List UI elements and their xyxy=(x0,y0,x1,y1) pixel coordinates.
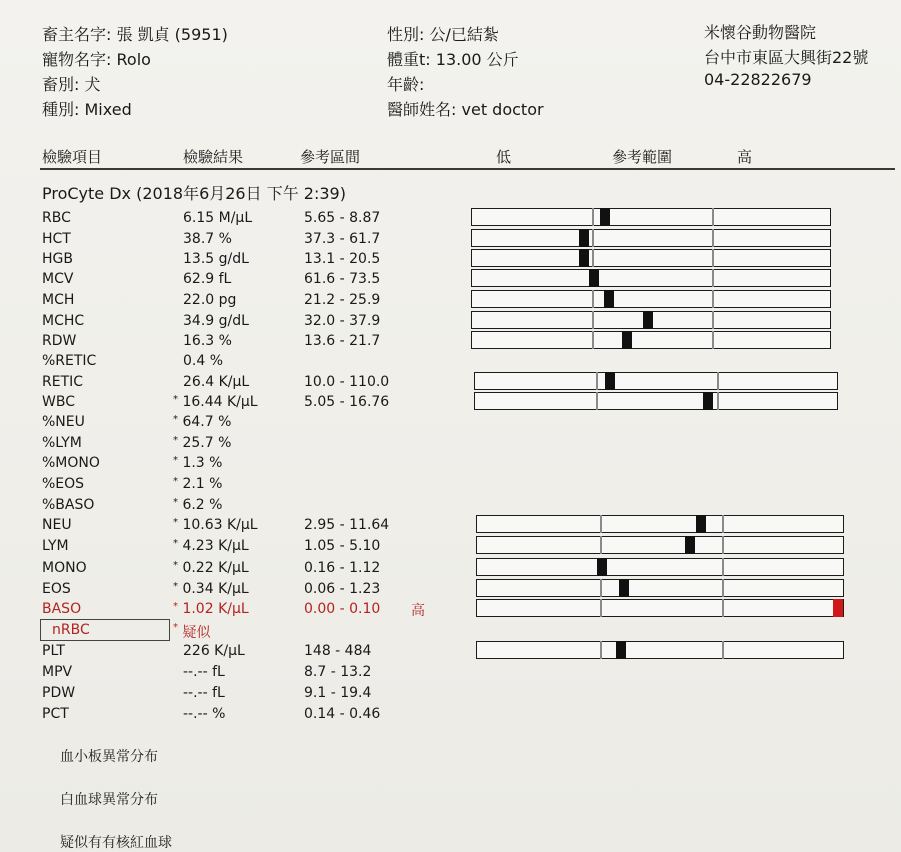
row-name: PCT xyxy=(42,706,69,722)
row-name: %LYM xyxy=(42,435,82,451)
result-value: --.-- fL xyxy=(183,685,225,701)
result-marker xyxy=(833,599,843,617)
doctor-label: 醫師姓名: xyxy=(387,100,457,119)
row-result xyxy=(173,394,258,410)
row-range: 13.1 - 20.5 xyxy=(304,251,381,267)
row-result xyxy=(173,538,249,554)
result-value: 13.5 g/dL xyxy=(183,251,249,267)
result-value: 0.34 K/µL xyxy=(182,581,249,597)
high-limit-tick xyxy=(722,558,724,576)
reference-bar xyxy=(476,558,844,576)
row-name: MCHC xyxy=(42,313,85,329)
result-value: 6.2 % xyxy=(182,497,223,513)
reference-bar xyxy=(474,372,838,390)
row-name: %EOS xyxy=(42,476,85,492)
row-name: RETIC xyxy=(42,374,84,390)
species-line xyxy=(42,72,101,95)
header-rule xyxy=(40,168,895,170)
low-limit-tick xyxy=(600,536,602,554)
row-result xyxy=(183,333,232,349)
result-value: 4.23 K/µL xyxy=(182,538,249,554)
owner-label: 畜主名字: xyxy=(42,25,112,44)
abnormal-flag: * xyxy=(173,517,178,528)
reference-bar xyxy=(471,331,831,349)
reference-bar xyxy=(476,515,844,533)
row-range: 0.06 - 1.23 xyxy=(304,581,381,597)
row-result xyxy=(183,292,236,308)
result-marker xyxy=(579,229,589,247)
abnormal-flag: * xyxy=(173,622,178,633)
row-range: 32.0 - 37.9 xyxy=(304,313,381,329)
result-value: 64.7 % xyxy=(182,414,232,430)
row-result xyxy=(183,664,225,680)
abnormal-flag: * xyxy=(173,394,178,405)
result-value: 16.44 K/µL xyxy=(182,394,258,410)
reference-bar xyxy=(471,311,831,329)
high-limit-tick xyxy=(712,311,714,329)
high-limit-tick xyxy=(712,208,714,226)
note-wbc: 白血球異常分布 xyxy=(60,792,158,808)
row-name: %RETIC xyxy=(42,353,97,369)
low-limit-tick xyxy=(600,599,602,617)
col-result: 檢驗結果 xyxy=(183,148,244,166)
owner-value: 張 凱貞 (5951) xyxy=(116,25,228,44)
analyzer-title: ProCyte Dx (2018年6月26日 下午 2:39) xyxy=(42,184,346,203)
result-marker xyxy=(604,290,614,308)
reference-bar xyxy=(476,579,844,597)
clinic-name: 米懷谷動物醫院 xyxy=(704,23,817,42)
result-value: 62.9 fL xyxy=(183,271,232,287)
low-limit-tick xyxy=(592,290,594,308)
age-label: 年齡: xyxy=(387,75,425,94)
pet-value: Rolo xyxy=(116,50,151,69)
result-value: 2.1 % xyxy=(182,476,223,492)
pet-label: 寵物名字: xyxy=(42,50,112,69)
row-range: 9.1 - 19.4 xyxy=(304,685,372,701)
row-result xyxy=(183,313,249,329)
result-marker xyxy=(622,331,632,349)
clinic-phone: 04-22822679 xyxy=(704,70,812,89)
row-name: EOS xyxy=(42,581,71,597)
age-line xyxy=(387,72,424,95)
row-name: %NEU xyxy=(42,414,85,430)
abnormal-flag: * xyxy=(173,435,178,446)
row-range: 10.0 - 110.0 xyxy=(304,374,390,390)
result-marker xyxy=(589,269,599,287)
high-limit-tick xyxy=(712,269,714,287)
breed-value: Mixed xyxy=(84,100,132,119)
high-limit-tick xyxy=(722,641,724,659)
result-value: --.-- % xyxy=(183,706,226,722)
result-value: --.-- fL xyxy=(183,664,225,680)
abnormal-flag: * xyxy=(173,538,178,549)
row-result xyxy=(173,560,249,576)
species-label: 畜別: xyxy=(42,75,80,94)
high-label: 高 xyxy=(411,603,425,619)
reference-bar xyxy=(476,641,844,659)
col-high: 高 xyxy=(737,148,753,166)
reference-bar xyxy=(471,229,831,247)
row-result xyxy=(173,601,249,617)
row-result xyxy=(183,643,245,659)
high-limit-tick xyxy=(717,392,719,410)
row-result xyxy=(183,374,249,390)
row-result xyxy=(173,455,222,471)
reference-bar xyxy=(471,249,831,267)
result-marker xyxy=(579,249,589,267)
sex-label: 性別: xyxy=(387,25,425,44)
high-limit-tick xyxy=(712,290,714,308)
row-range: 5.05 - 16.76 xyxy=(304,394,390,410)
low-limit-tick xyxy=(592,249,594,267)
high-limit-tick xyxy=(712,249,714,267)
clinic-address: 台中市東區大興街22號 xyxy=(704,48,869,67)
row-result xyxy=(183,231,232,247)
high-limit-tick xyxy=(712,331,714,349)
row-range: 0.14 - 0.46 xyxy=(304,706,381,722)
result-marker xyxy=(703,392,713,410)
row-name: HCT xyxy=(42,231,71,247)
col-item: 檢驗項目 xyxy=(42,148,103,166)
low-limit-tick xyxy=(600,515,602,533)
note-platelet: 血小板異常分布 xyxy=(60,749,158,765)
row-name: %BASO xyxy=(42,497,95,513)
result-marker xyxy=(597,558,607,576)
result-marker xyxy=(696,515,706,533)
sex-line xyxy=(387,22,499,45)
row-range: 37.3 - 61.7 xyxy=(304,231,381,247)
result-marker xyxy=(600,208,610,226)
row-range: 2.95 - 11.64 xyxy=(304,517,390,533)
abnormal-flag: * xyxy=(173,560,178,571)
row-name: NEU xyxy=(42,517,72,533)
result-value: 16.3 % xyxy=(183,333,232,349)
row-name: PLT xyxy=(42,643,65,659)
low-limit-tick xyxy=(592,331,594,349)
row-name: PDW xyxy=(42,685,76,701)
row-range: 148 - 484 xyxy=(304,643,372,659)
row-name: MONO xyxy=(42,560,87,576)
breed-label: 種別: xyxy=(42,100,80,119)
row-name: BASO xyxy=(42,601,82,617)
reference-bar xyxy=(474,392,838,410)
nrbc-box xyxy=(40,619,170,641)
doctor-value: vet doctor xyxy=(461,100,544,119)
result-value: 38.7 % xyxy=(183,231,232,247)
row-range: 21.2 - 25.9 xyxy=(304,292,381,308)
row-range: 8.7 - 13.2 xyxy=(304,664,372,680)
result-value: 10.63 K/µL xyxy=(182,517,258,533)
low-limit-tick xyxy=(592,208,594,226)
result-value: 1.3 % xyxy=(182,455,223,471)
result-value: 22.0 pg xyxy=(183,292,237,308)
high-limit-tick xyxy=(717,372,719,390)
row-name: nRBC xyxy=(52,622,90,638)
row-result xyxy=(183,706,225,722)
row-range: 0.00 - 0.10 xyxy=(304,601,381,617)
weight-value: 13.00 公斤 xyxy=(435,50,519,69)
high-limit-tick xyxy=(722,579,724,597)
result-value: 0.22 K/µL xyxy=(182,560,249,576)
high-limit-tick xyxy=(722,536,724,554)
result-value: 疑似 xyxy=(182,625,211,641)
row-range: 5.65 - 8.87 xyxy=(304,210,381,226)
row-name: MCV xyxy=(42,271,74,287)
sex-value: 公/已結紮 xyxy=(429,25,499,44)
high-limit-tick xyxy=(712,229,714,247)
row-result xyxy=(183,210,252,226)
abnormal-flag: * xyxy=(173,581,178,592)
row-range: 61.6 - 73.5 xyxy=(304,271,381,287)
result-value: 34.9 g/dL xyxy=(183,313,249,329)
species-value: 犬 xyxy=(84,75,101,94)
reference-bar xyxy=(471,290,831,308)
breed-line xyxy=(42,97,132,120)
result-marker xyxy=(685,536,695,554)
abnormal-flag: * xyxy=(173,455,178,466)
reference-bar xyxy=(476,536,844,554)
low-limit-tick xyxy=(600,641,602,659)
low-limit-tick xyxy=(600,579,602,597)
result-value: 26.4 K/µL xyxy=(183,374,250,390)
result-value: 226 K/µL xyxy=(183,643,245,659)
row-name: RDW xyxy=(42,333,77,349)
row-result xyxy=(173,435,231,451)
reference-bar xyxy=(476,599,844,617)
low-limit-tick xyxy=(592,311,594,329)
row-name: HGB xyxy=(42,251,73,267)
weight-line xyxy=(387,47,519,70)
row-range: 0.16 - 1.12 xyxy=(304,560,381,576)
row-result xyxy=(173,581,249,597)
row-result xyxy=(173,476,222,492)
row-result xyxy=(183,685,225,701)
row-name: %MONO xyxy=(42,455,100,471)
result-value: 25.7 % xyxy=(182,435,232,451)
pet-line xyxy=(42,47,151,70)
row-result xyxy=(173,414,231,430)
result-value: 0.4 % xyxy=(183,353,224,369)
result-marker xyxy=(619,579,629,597)
col-range: 參考區間 xyxy=(300,148,361,166)
reference-bar xyxy=(471,208,831,226)
row-name: WBC xyxy=(42,394,75,410)
high-limit-tick xyxy=(722,599,724,617)
abnormal-flag: * xyxy=(173,497,178,508)
row-name: LYM xyxy=(42,538,69,554)
doctor-line xyxy=(387,97,544,120)
col-low: 低 xyxy=(496,148,512,166)
abnormal-flag: * xyxy=(173,414,178,425)
note-nrbc: 疑似有有核紅血球 xyxy=(60,835,172,851)
owner-line xyxy=(42,22,228,45)
row-range: 13.6 - 21.7 xyxy=(304,333,381,349)
low-limit-tick xyxy=(592,229,594,247)
row-name: MCH xyxy=(42,292,75,308)
abnormal-flag: * xyxy=(173,476,178,487)
result-marker xyxy=(643,311,653,329)
row-result xyxy=(173,497,222,513)
row-name: MPV xyxy=(42,664,73,680)
row-result xyxy=(173,622,210,642)
row-name: RBC xyxy=(42,210,71,226)
result-value: 1.02 K/µL xyxy=(182,601,249,617)
row-result xyxy=(183,353,223,369)
abnormal-flag: * xyxy=(173,601,178,612)
row-result xyxy=(183,251,249,267)
weight-label: 體重t: xyxy=(387,50,431,69)
row-range: 1.05 - 5.10 xyxy=(304,538,381,554)
col-ref: 參考範圍 xyxy=(612,148,673,166)
low-limit-tick xyxy=(596,372,598,390)
high-limit-tick xyxy=(722,515,724,533)
reference-bar xyxy=(471,269,831,287)
result-value: 6.15 M/µL xyxy=(183,210,253,226)
row-result xyxy=(183,271,231,287)
low-limit-tick xyxy=(596,392,598,410)
row-result xyxy=(173,517,258,533)
result-marker xyxy=(605,372,615,390)
result-marker xyxy=(616,641,626,659)
